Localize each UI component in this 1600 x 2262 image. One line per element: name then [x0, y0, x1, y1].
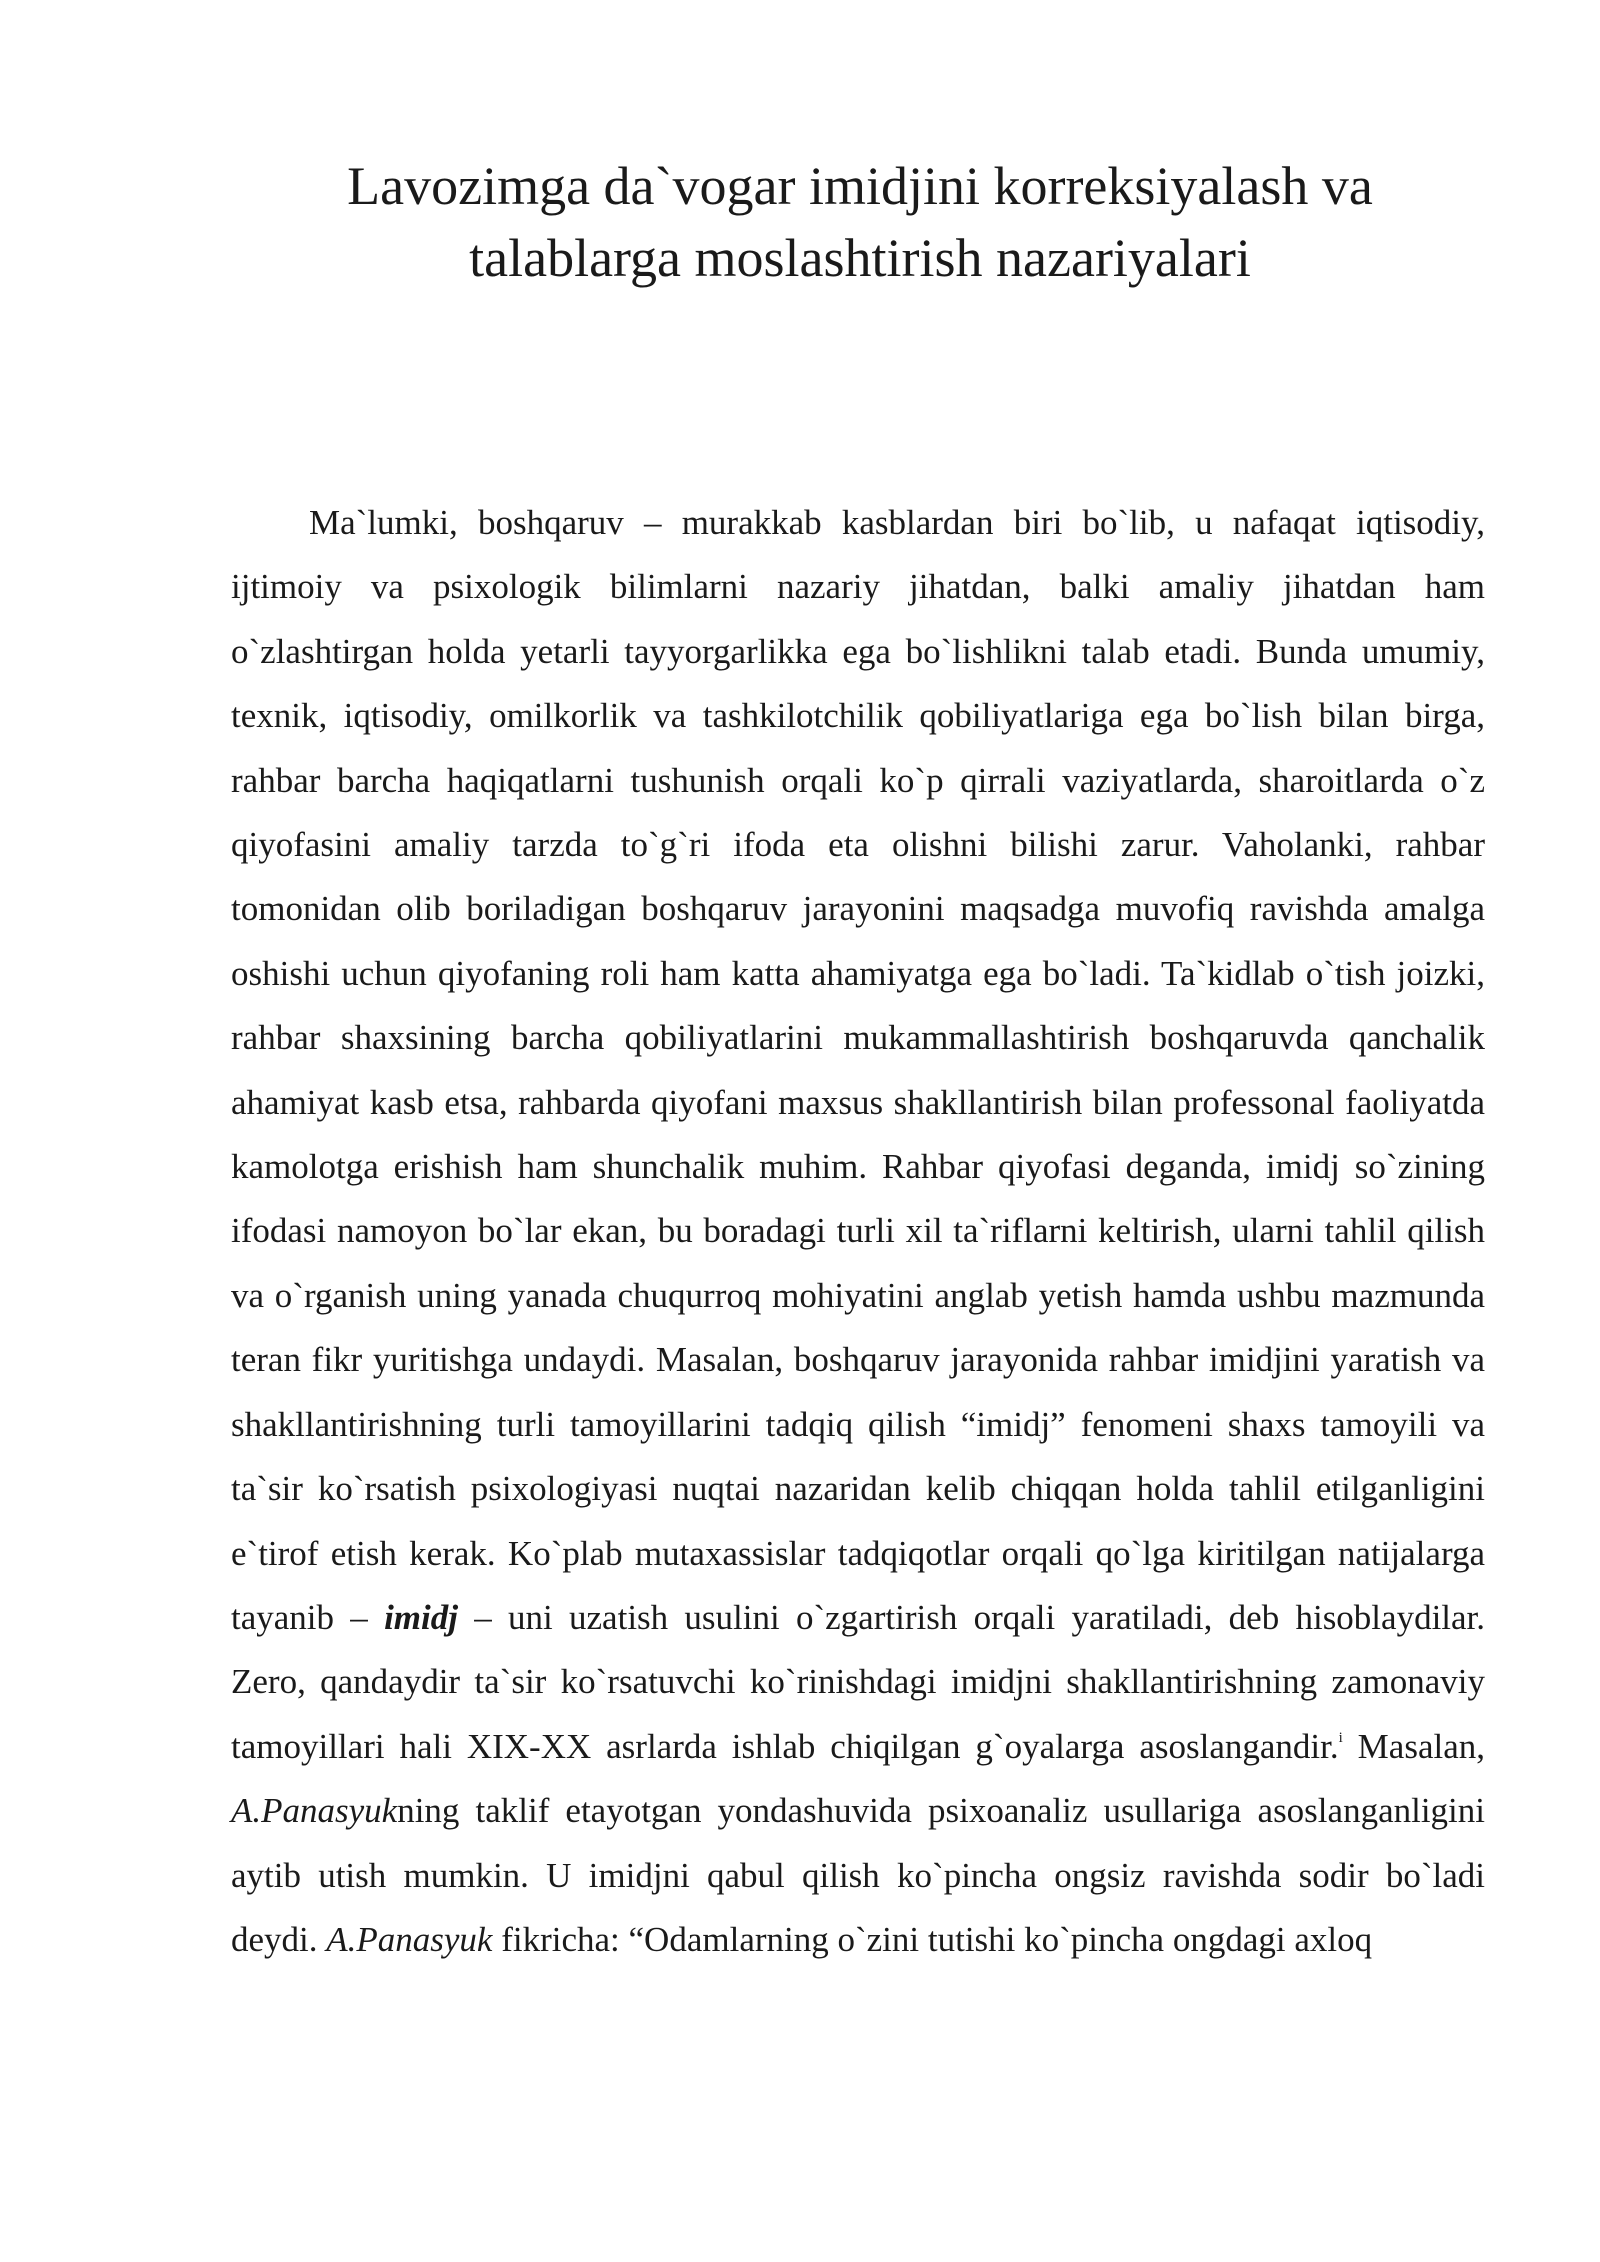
body-paragraph: [231, 491, 1485, 1972]
paragraph-text: Masalan,: [1357, 1726, 1485, 1766]
title-line-1: Lavozimga da`vogar imidjini korreksiyalash va: [347, 156, 1373, 216]
paragraph-text: fikricha: “Odamlarning o`zini tutishi ko`pincha ongdagi axloq: [501, 1919, 1373, 1959]
author-name: A.Panasyuk: [326, 1919, 493, 1959]
paragraph-text: Ma`lumki, boshqaruv – murakkab kasblardan biri bo`lib, u nafaqat iqtisodiy, ijtimoiy va psixologik bilimlarni nazariy jihatdan, balki amaliy jihatdan ham o`zlashtirgan holda yetarli tayyorgarlikka ega bo`lishlikni talab etadi. Bunda umumiy, texnik, iqtisodiy, omilkorlik va tashkilotchilik qobiliyatlariga ega bo`lish bilan birga, rahbar barcha haqiqatlarni tushunish orqali ko`p qirrali vaziyatlarda, sharoitlarda o`z qiyofasini amaliy tarzda to`g`ri ifoda eta olishni bilishi zarur. Vaholanki, rahbar tomonidan olib boriladigan boshqaruv jarayonini maqsadga muvofiq ravishda amalga oshishi uchun qiyofaning roli ham katta ahamiyatga ega bo`ladi. Ta`kidlab o`tish joizki, rahbar shaxsining barcha qobiliyatlarini mukammallashtirish boshqaruvda qanchalik ahamiyat kasb etsa, rahbarda qiyofani maxsus shakllantirish bilan professonal faoliyatda kamolotga erishish ham shunchalik muhim. Rahbar qiyofasi deganda, imidj so`zining ifodasi namoyon bo`lar ekan, bu boradagi turli xil ta`riflarni keltirish, ularni tahlil qilish va o`rganish uning yanada chuqurroq mohiyatini anglab yetish hamda ushbu mazmunda teran fikr yuritishga undaydi. Masalan, boshqaruv jarayonida rahbar imidjini yaratish va shakllantirishning turli tamoyillarini tadqiq qilish “imidj” fenomeni shaxs tamoyili va ta`sir ko`rsatish psixologiyasi nuqtai nazaridan kelib chiqqan holda tahlil etilganligini e`tirof etish kerak. Ko`plab mutaxassislar tadqiqotlar orqali qo`lga kiritilgan natijalarga tayanib –: [231, 503, 1485, 1637]
emphasized-term-imidj: imidj: [384, 1597, 458, 1637]
paragraph-text: – uni uzatish usulini o`zgartirish orqali yaratiladi, deb hisoblaydilar. Zero, qandaydir ta`sir ko`rsatuvchi ko`rinishdagi imidjni shakllantirishning zamonaviy tamoyillari hali XIX-XX asrlarda ishlab chiqilgan g`oyalarga asoslangandir.: [231, 1597, 1486, 1766]
title-line-2: talablarga moslashtirish nazariyalari: [469, 228, 1251, 288]
author-name: A.Panasyuk: [231, 1791, 398, 1831]
document-title: [200, 150, 1520, 294]
footnote-reference[interactable]: i: [1338, 1729, 1343, 1746]
paragraph-text: ning taklif etayotgan yondashuvida psixoanaliz usullariga asoslanganligini aytib utish mumkin. U imidjni qabul qilish ko`pincha ongsiz ravishda sodir bo`ladi deydi.: [231, 1791, 1485, 1959]
